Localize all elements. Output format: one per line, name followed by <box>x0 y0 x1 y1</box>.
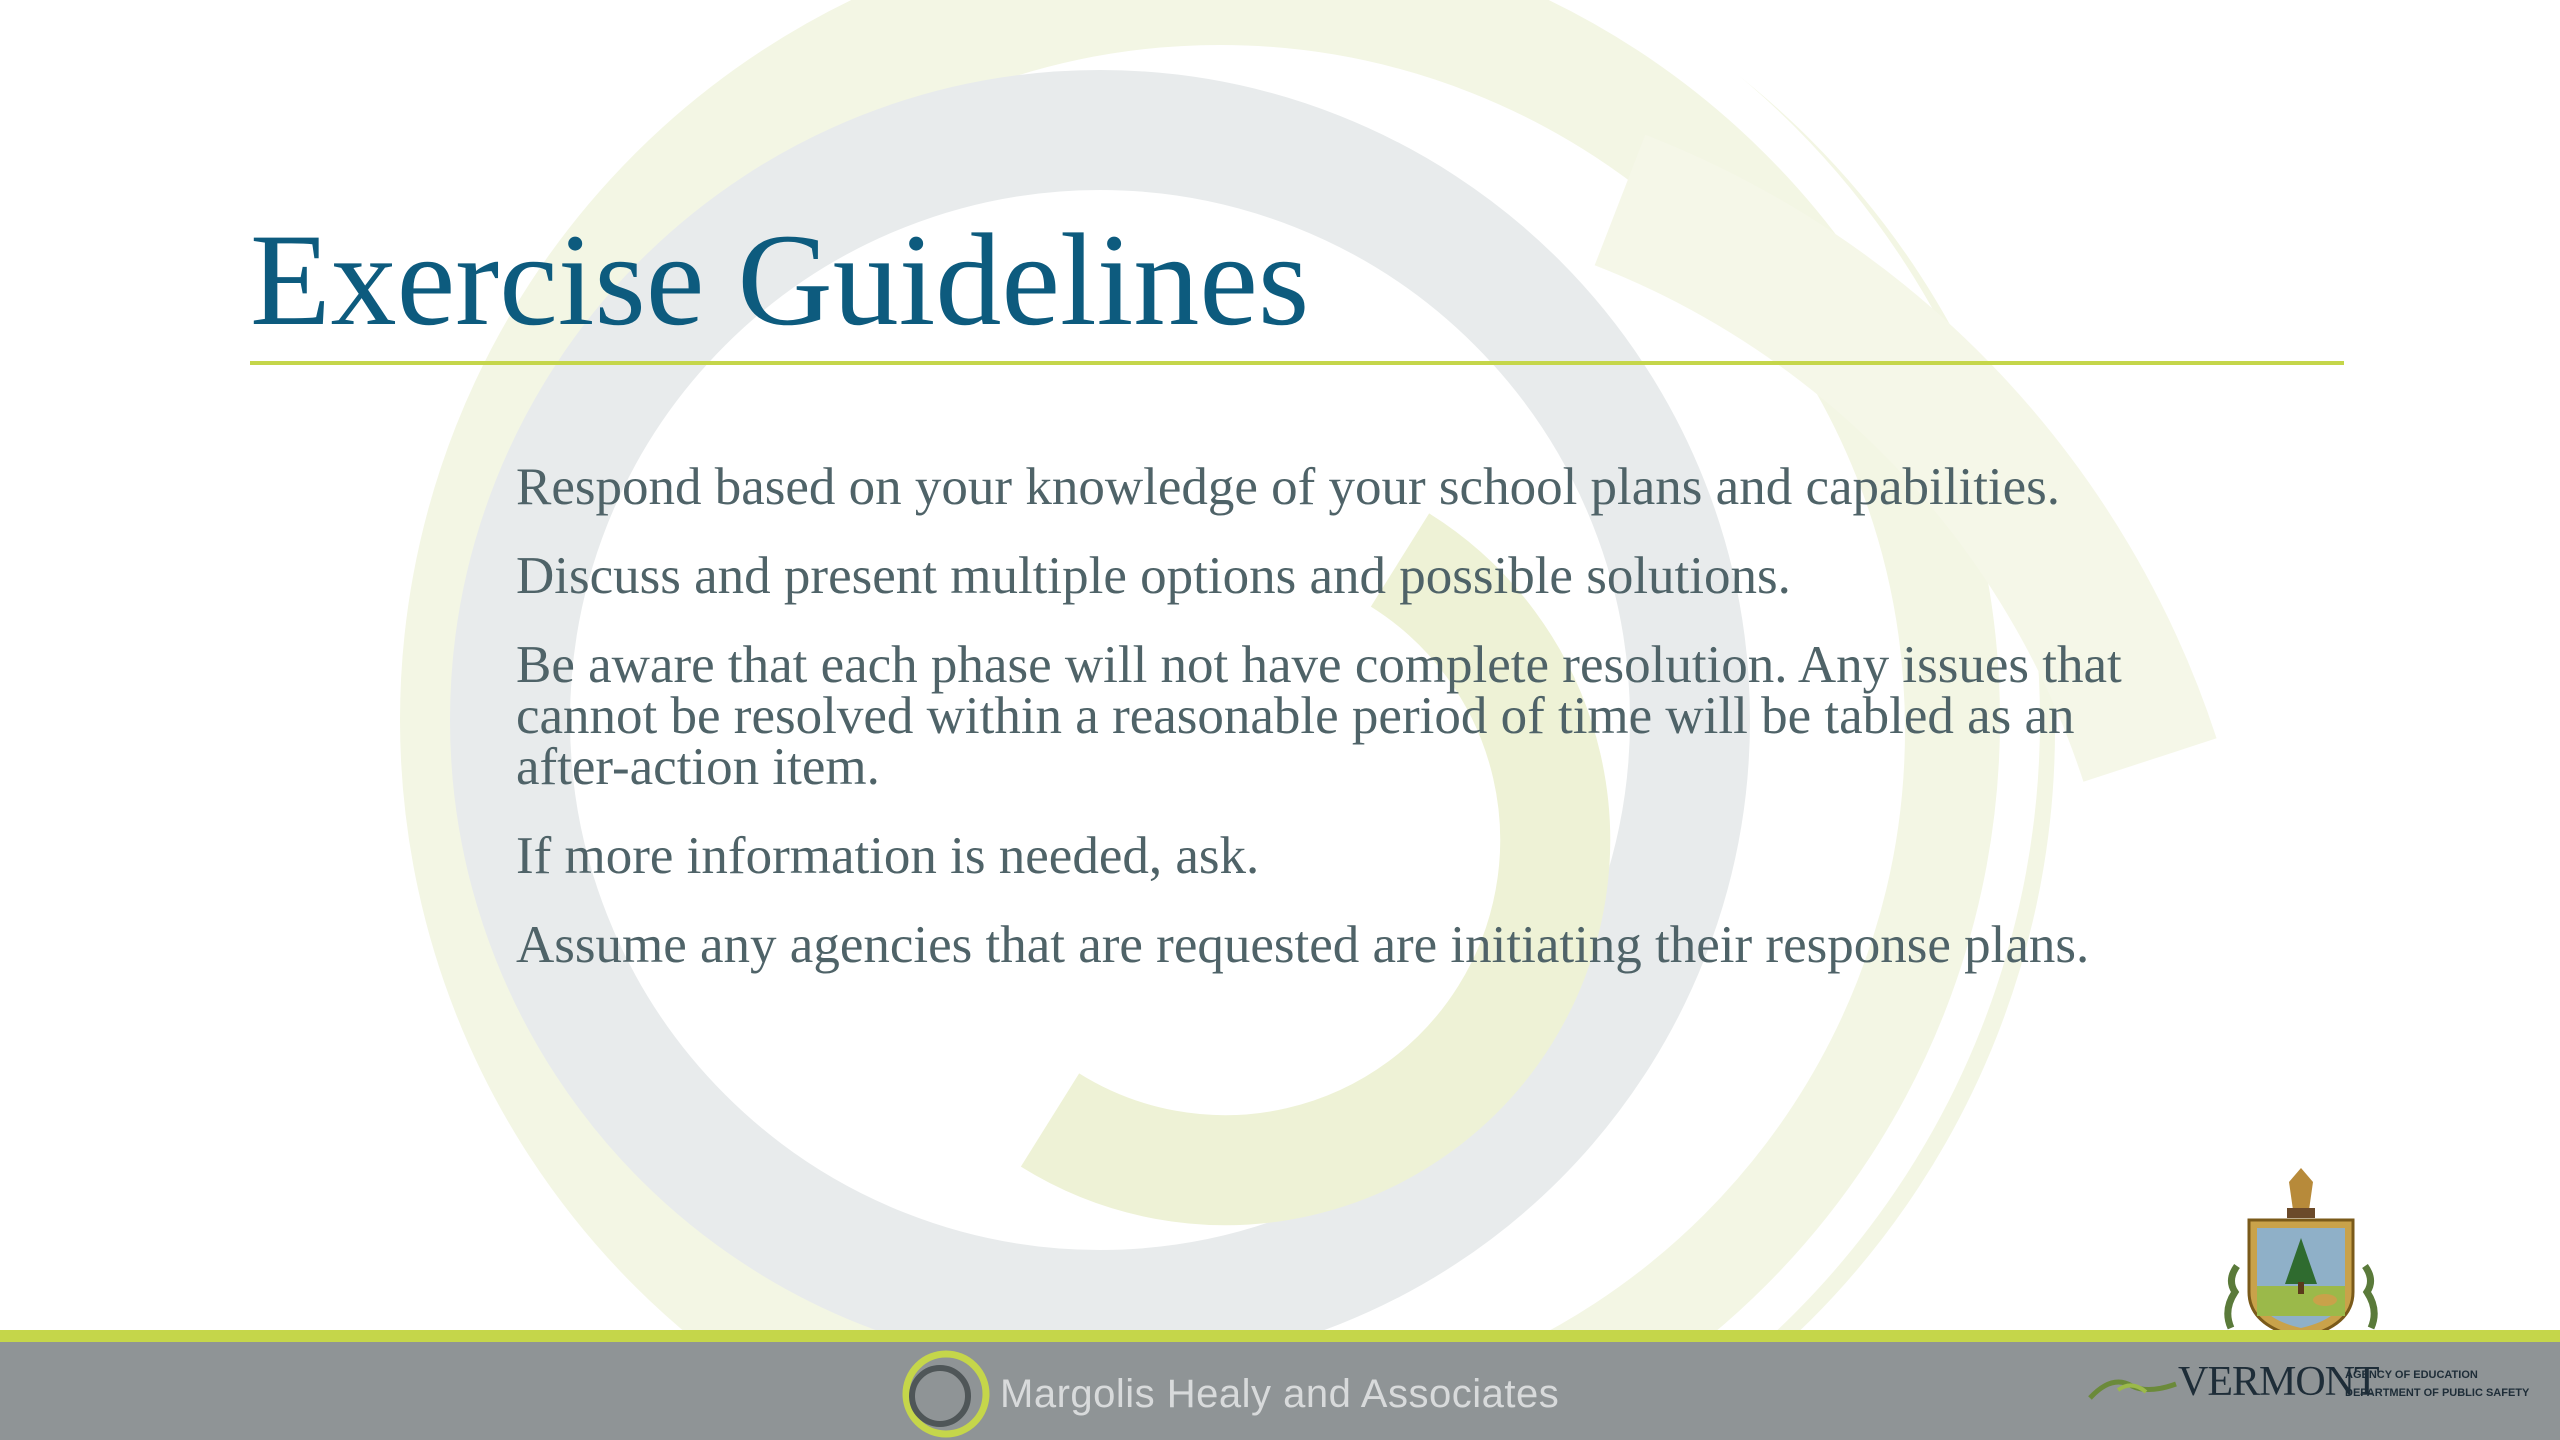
vermont-agencies <box>2345 1366 2529 1402</box>
footer-accent-stripe <box>0 1330 2560 1342</box>
guideline-item: Discuss and present multiple options and possible solutions. <box>516 547 1791 605</box>
vermont-wordmark: VERMONT <box>2178 1359 2379 1405</box>
guideline-item: If more information is needed, ask. <box>516 827 1260 885</box>
slide-title: Exercise Guidelines <box>250 206 1310 353</box>
organization-name: Margolis Healy and Associates <box>1000 1372 1560 1416</box>
crescent-swirl-icon <box>900 1348 992 1440</box>
mountain-icon <box>2088 1364 2178 1406</box>
guideline-item: Be aware that each phase will not have complete resolution. Any issues that cannot be resolved within a reasonable period of time will be tabled as an after-action item. <box>516 636 2122 796</box>
agency-line: AGENCY OF EDUCATION <box>2345 1369 2478 1381</box>
guideline-item: Respond based on your knowledge of your school plans and capabilities. <box>516 458 2061 516</box>
agency-line: DEPARTMENT OF PUBLIC SAFETY <box>2345 1387 2530 1399</box>
guideline-item: Assume any agencies that are requested are initiating their response plans. <box>516 916 2090 974</box>
guidelines-list <box>516 458 2126 1009</box>
vermont-coat-of-arms-icon <box>2213 1160 2389 1350</box>
title-divider <box>250 361 2344 365</box>
